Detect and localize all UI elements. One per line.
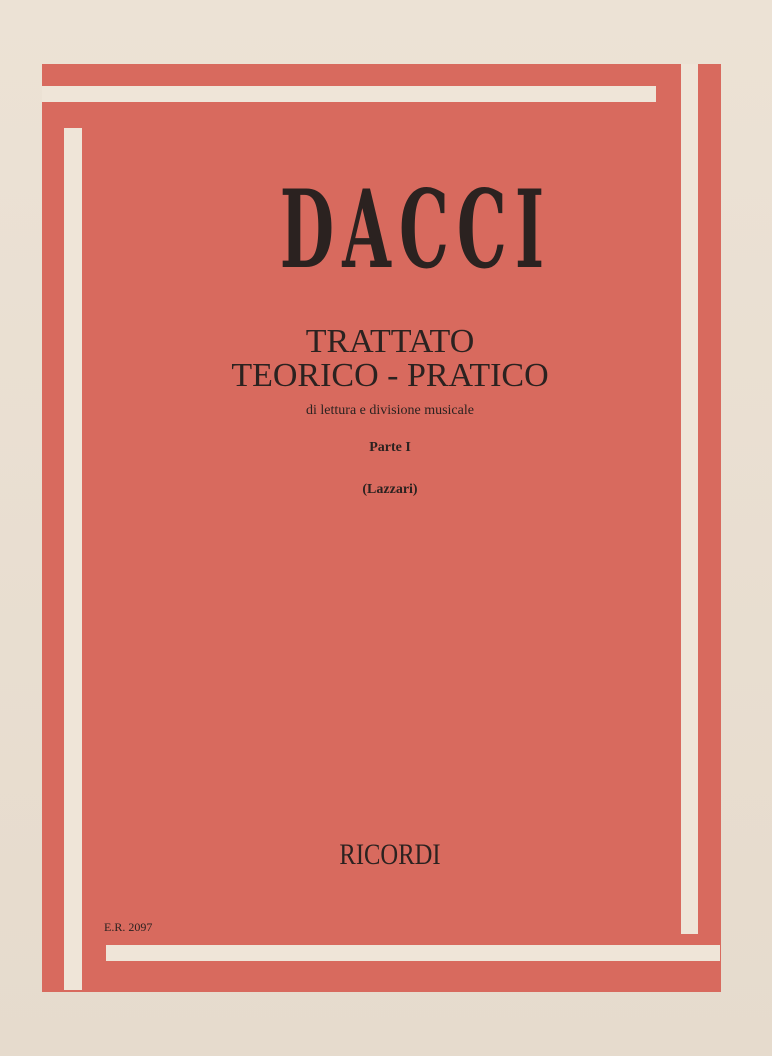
- part-label: Parte I: [369, 440, 411, 455]
- publisher-name: RICORDI: [339, 838, 441, 871]
- subtitle: di lettura e divisione musicale: [306, 403, 474, 418]
- catalog-number: E.R. 2097: [104, 920, 153, 934]
- frame-stripe-bottom: [106, 945, 720, 961]
- frame-stripe-top: [42, 86, 656, 102]
- frame-stripe-left: [64, 128, 82, 990]
- author-name: DACCI: [279, 167, 553, 293]
- title-line-2: TEORICO - PRATICO: [231, 357, 549, 394]
- frame-stripe-right: [681, 64, 698, 934]
- title-line-1: TRATTATO: [305, 323, 475, 360]
- editor-name: (Lazzari): [362, 482, 418, 497]
